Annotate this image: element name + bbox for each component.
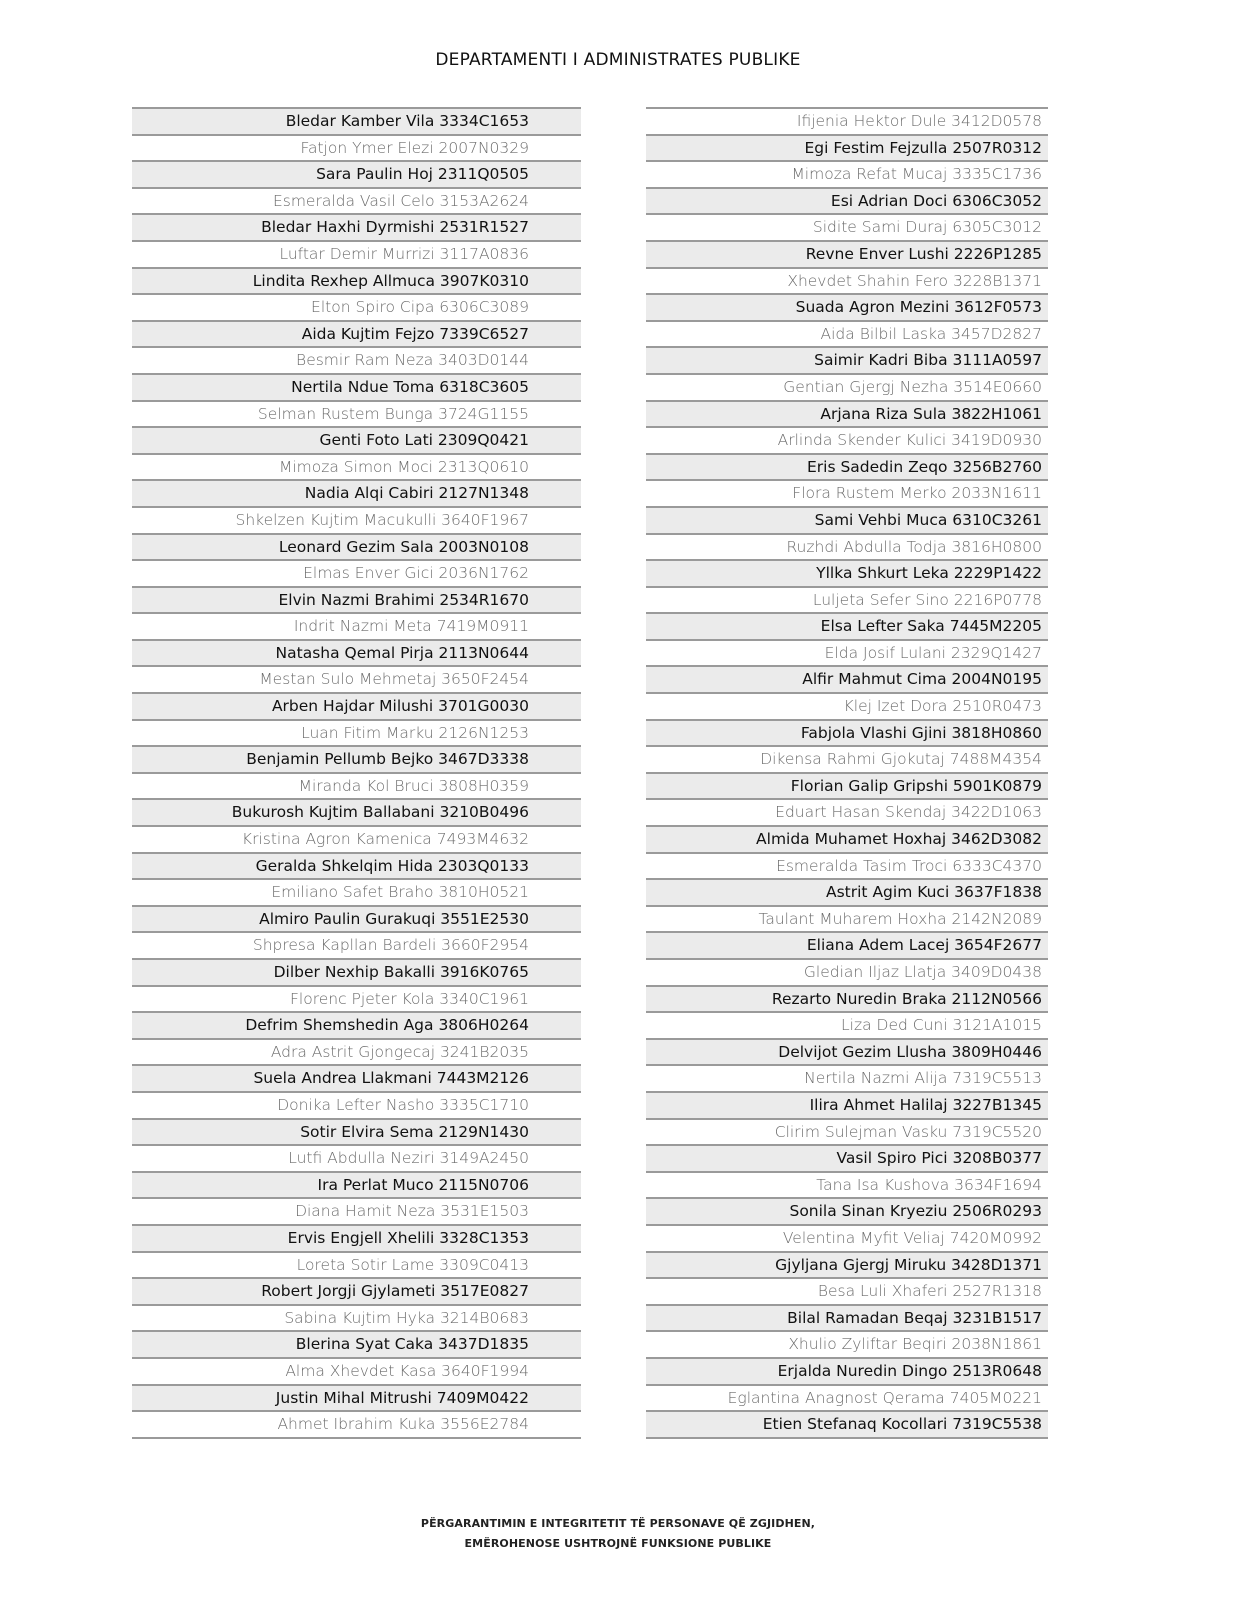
list-item: Liza Ded Cuni 3121A1015 xyxy=(646,1013,1048,1040)
list-item: Klej Izet Dora 2510R0473 xyxy=(646,694,1048,721)
list-item: Diana Hamit Neza 3531E1503 xyxy=(132,1199,581,1226)
list-item: Donika Lefter Nasho 3335C1710 xyxy=(132,1093,581,1120)
list-item: Mestan Sulo Mehmetaj 3650F2454 xyxy=(132,667,581,694)
list-item: Nadia Alqi Cabiri 2127N1348 xyxy=(132,481,581,508)
list-item: Bukurosh Kujtim Ballabani 3210B0496 xyxy=(132,800,581,827)
list-item: Sotir Elvira Sema 2129N1430 xyxy=(132,1120,581,1147)
list-item: Gledian Iljaz Llatja 3409D0438 xyxy=(646,960,1048,987)
list-item: Lutfi Abdulla Neziri 3149A2450 xyxy=(132,1146,581,1173)
list-item: Suela Andrea Llakmani 7443M2126 xyxy=(132,1066,581,1093)
list-item: Ifijenia Hektor Dule 3412D0578 xyxy=(646,109,1048,136)
list-item: Eris Sadedin Zeqo 3256B2760 xyxy=(646,455,1048,482)
list-item: Nertila Ndue Toma 6318C3605 xyxy=(132,375,581,402)
list-item: Xhulio Zyliftar Beqiri 2038N1861 xyxy=(646,1332,1048,1359)
list-item: Genti Foto Lati 2309Q0421 xyxy=(132,428,581,455)
list-item: Sidite Sami Duraj 6305C3012 xyxy=(646,215,1048,242)
list-item: Taulant Muharem Hoxha 2142N2089 xyxy=(646,907,1048,934)
list-item: Miranda Kol Bruci 3808H0359 xyxy=(132,774,581,801)
list-item: Astrit Agim Kuci 3637F1838 xyxy=(646,880,1048,907)
list-item: Geralda Shkelqim Hida 2303Q0133 xyxy=(132,854,581,881)
list-item: Etien Stefanaq Kocollari 7319C5538 xyxy=(646,1412,1048,1439)
list-item: Blerina Syat Caka 3437D1835 xyxy=(132,1332,581,1359)
list-item: Esmeralda Tasim Troci 6333C4370 xyxy=(646,854,1048,881)
list-item: Eliana Adem Lacej 3654F2677 xyxy=(646,933,1048,960)
list-item: Aida Bilbil Laska 3457D2827 xyxy=(646,322,1048,349)
list-item: Ruzhdi Abdulla Todja 3816H0800 xyxy=(646,535,1048,562)
list-item: Besmir Ram Neza 3403D0144 xyxy=(132,348,581,375)
list-item: Kristina Agron Kamenica 7493M4632 xyxy=(132,827,581,854)
list-item: Alma Xhevdet Kasa 3640F1994 xyxy=(132,1359,581,1386)
list-item: Alfir Mahmut Cima 2004N0195 xyxy=(646,667,1048,694)
list-item: Arjana Riza Sula 3822H1061 xyxy=(646,402,1048,429)
list-item: Clirim Sulejman Vasku 7319C5520 xyxy=(646,1120,1048,1147)
list-item: Tana Isa Kushova 3634F1694 xyxy=(646,1173,1048,1200)
list-item: Ilira Ahmet Halilaj 3227B1345 xyxy=(646,1093,1048,1120)
list-item: Emiliano Safet Braho 3810H0521 xyxy=(132,880,581,907)
list-item: Florenc Pjeter Kola 3340C1961 xyxy=(132,987,581,1014)
footer xyxy=(0,1514,1236,1554)
list-item: Velentina Myfit Veliaj 7420M0992 xyxy=(646,1226,1048,1253)
footer-line-1: PËRGARANTIMIN E INTEGRITETIT TË PERSONAVE QË ZGJIDHEN, xyxy=(420,1517,816,1530)
list-item: Elvin Nazmi Brahimi 2534R1670 xyxy=(132,588,581,615)
footer-line-2: EMËROHENOSE USHTROJNË FUNKSIONE PUBLIKE xyxy=(464,1537,772,1550)
list-item: Bilal Ramadan Beqaj 3231B1517 xyxy=(646,1306,1048,1333)
list-item: Ervis Engjell Xhelili 3328C1353 xyxy=(132,1226,581,1253)
list-item: Revne Enver Lushi 2226P1285 xyxy=(646,242,1048,269)
list-item: Adra Astrit Gjongecaj 3241B2035 xyxy=(132,1040,581,1067)
list-item: Mimoza Simon Moci 2313Q0610 xyxy=(132,455,581,482)
list-item: Elsa Lefter Saka 7445M2205 xyxy=(646,614,1048,641)
list-item: Luljeta Sefer Sino 2216P0778 xyxy=(646,588,1048,615)
list-item: Natasha Qemal Pirja 2113N0644 xyxy=(132,641,581,668)
list-item: Almiro Paulin Gurakuqi 3551E2530 xyxy=(132,907,581,934)
list-item: Aida Kujtim Fejzo 7339C6527 xyxy=(132,322,581,349)
list-item: Benjamin Pellumb Bejko 3467D3338 xyxy=(132,747,581,774)
list-item: Shkelzen Kujtim Macukulli 3640F1967 xyxy=(132,508,581,535)
list-item: Justin Mihal Mitrushi 7409M0422 xyxy=(132,1386,581,1413)
list-item: Bledar Kamber Vila 3334C1653 xyxy=(132,109,581,136)
left-name-list xyxy=(132,107,581,1439)
list-item: Vasil Spiro Pici 3208B0377 xyxy=(646,1146,1048,1173)
list-item: Yllka Shkurt Leka 2229P1422 xyxy=(646,561,1048,588)
list-item: Loreta Sotir Lame 3309C0413 xyxy=(132,1253,581,1280)
list-item: Nertila Nazmi Alija 7319C5513 xyxy=(646,1066,1048,1093)
list-item: Gjyljana Gjergj Miruku 3428D1371 xyxy=(646,1253,1048,1280)
list-item: Defrim Shemshedin Aga 3806H0264 xyxy=(132,1013,581,1040)
list-item: Ahmet Ibrahim Kuka 3556E2784 xyxy=(132,1412,581,1439)
list-item: Selman Rustem Bunga 3724G1155 xyxy=(132,402,581,429)
list-item: Arlinda Skender Kulici 3419D0930 xyxy=(646,428,1048,455)
list-item: Elton Spiro Cipa 6306C3089 xyxy=(132,295,581,322)
list-item: Elmas Enver Gici 2036N1762 xyxy=(132,561,581,588)
list-item: Saimir Kadri Biba 3111A0597 xyxy=(646,348,1048,375)
list-item: Besa Luli Xhaferi 2527R1318 xyxy=(646,1279,1048,1306)
list-item: Indrit Nazmi Meta 7419M0911 xyxy=(132,614,581,641)
list-item: Flora Rustem Merko 2033N1611 xyxy=(646,481,1048,508)
list-item: Sami Vehbi Muca 6310C3261 xyxy=(646,508,1048,535)
list-item: Almida Muhamet Hoxhaj 3462D3082 xyxy=(646,827,1048,854)
list-item: Sara Paulin Hoj 2311Q0505 xyxy=(132,162,581,189)
list-item: Luan Fitim Marku 2126N1253 xyxy=(132,721,581,748)
list-item: Florian Galip Gripshi 5901K0879 xyxy=(646,774,1048,801)
list-item: Suada Agron Mezini 3612F0573 xyxy=(646,295,1048,322)
list-item: Erjalda Nuredin Dingo 2513R0648 xyxy=(646,1359,1048,1386)
list-item: Delvijot Gezim Llusha 3809H0446 xyxy=(646,1040,1048,1067)
list-item: Leonard Gezim Sala 2003N0108 xyxy=(132,535,581,562)
right-name-list xyxy=(646,107,1048,1439)
list-item: Dikensa Rahmi Gjokutaj 7488M4354 xyxy=(646,747,1048,774)
page-title: DEPARTAMENTI I ADMINISTRATES PUBLIKE xyxy=(435,50,801,70)
list-item: Sabina Kujtim Hyka 3214B0683 xyxy=(132,1306,581,1333)
list-item: Fabjola Vlashi Gjini 3818H0860 xyxy=(646,721,1048,748)
list-item: Fatjon Ymer Elezi 2007N0329 xyxy=(132,136,581,163)
list-item: Eglantina Anagnost Qerama 7405M0221 xyxy=(646,1386,1048,1413)
list-item: Egi Festim Fejzulla 2507R0312 xyxy=(646,136,1048,163)
list-item: Eduart Hasan Skendaj 3422D1063 xyxy=(646,800,1048,827)
list-item: Esmeralda Vasil Celo 3153A2624 xyxy=(132,189,581,216)
list-item: Ira Perlat Muco 2115N0706 xyxy=(132,1173,581,1200)
list-item: Dilber Nexhip Bakalli 3916K0765 xyxy=(132,960,581,987)
list-item: Shpresa Kapllan Bardeli 3660F2954 xyxy=(132,933,581,960)
list-item: Esi Adrian Doci 6306C3052 xyxy=(646,189,1048,216)
list-item: Bledar Haxhi Dyrmishi 2531R1527 xyxy=(132,215,581,242)
list-item: Rezarto Nuredin Braka 2112N0566 xyxy=(646,987,1048,1014)
list-item: Elda Josif Lulani 2329Q1427 xyxy=(646,641,1048,668)
list-item: Luftar Demir Murrizi 3117A0836 xyxy=(132,242,581,269)
list-item: Gentian Gjergj Nezha 3514E0660 xyxy=(646,375,1048,402)
list-item: Mimoza Refat Mucaj 3335C1736 xyxy=(646,162,1048,189)
list-item: Robert Jorgji Gjylameti 3517E0827 xyxy=(132,1279,581,1306)
list-item: Xhevdet Shahin Fero 3228B1371 xyxy=(646,269,1048,296)
list-item: Sonila Sinan Kryeziu 2506R0293 xyxy=(646,1199,1048,1226)
list-item: Arben Hajdar Milushi 3701G0030 xyxy=(132,694,581,721)
list-item: Lindita Rexhep Allmuca 3907K0310 xyxy=(132,269,581,296)
